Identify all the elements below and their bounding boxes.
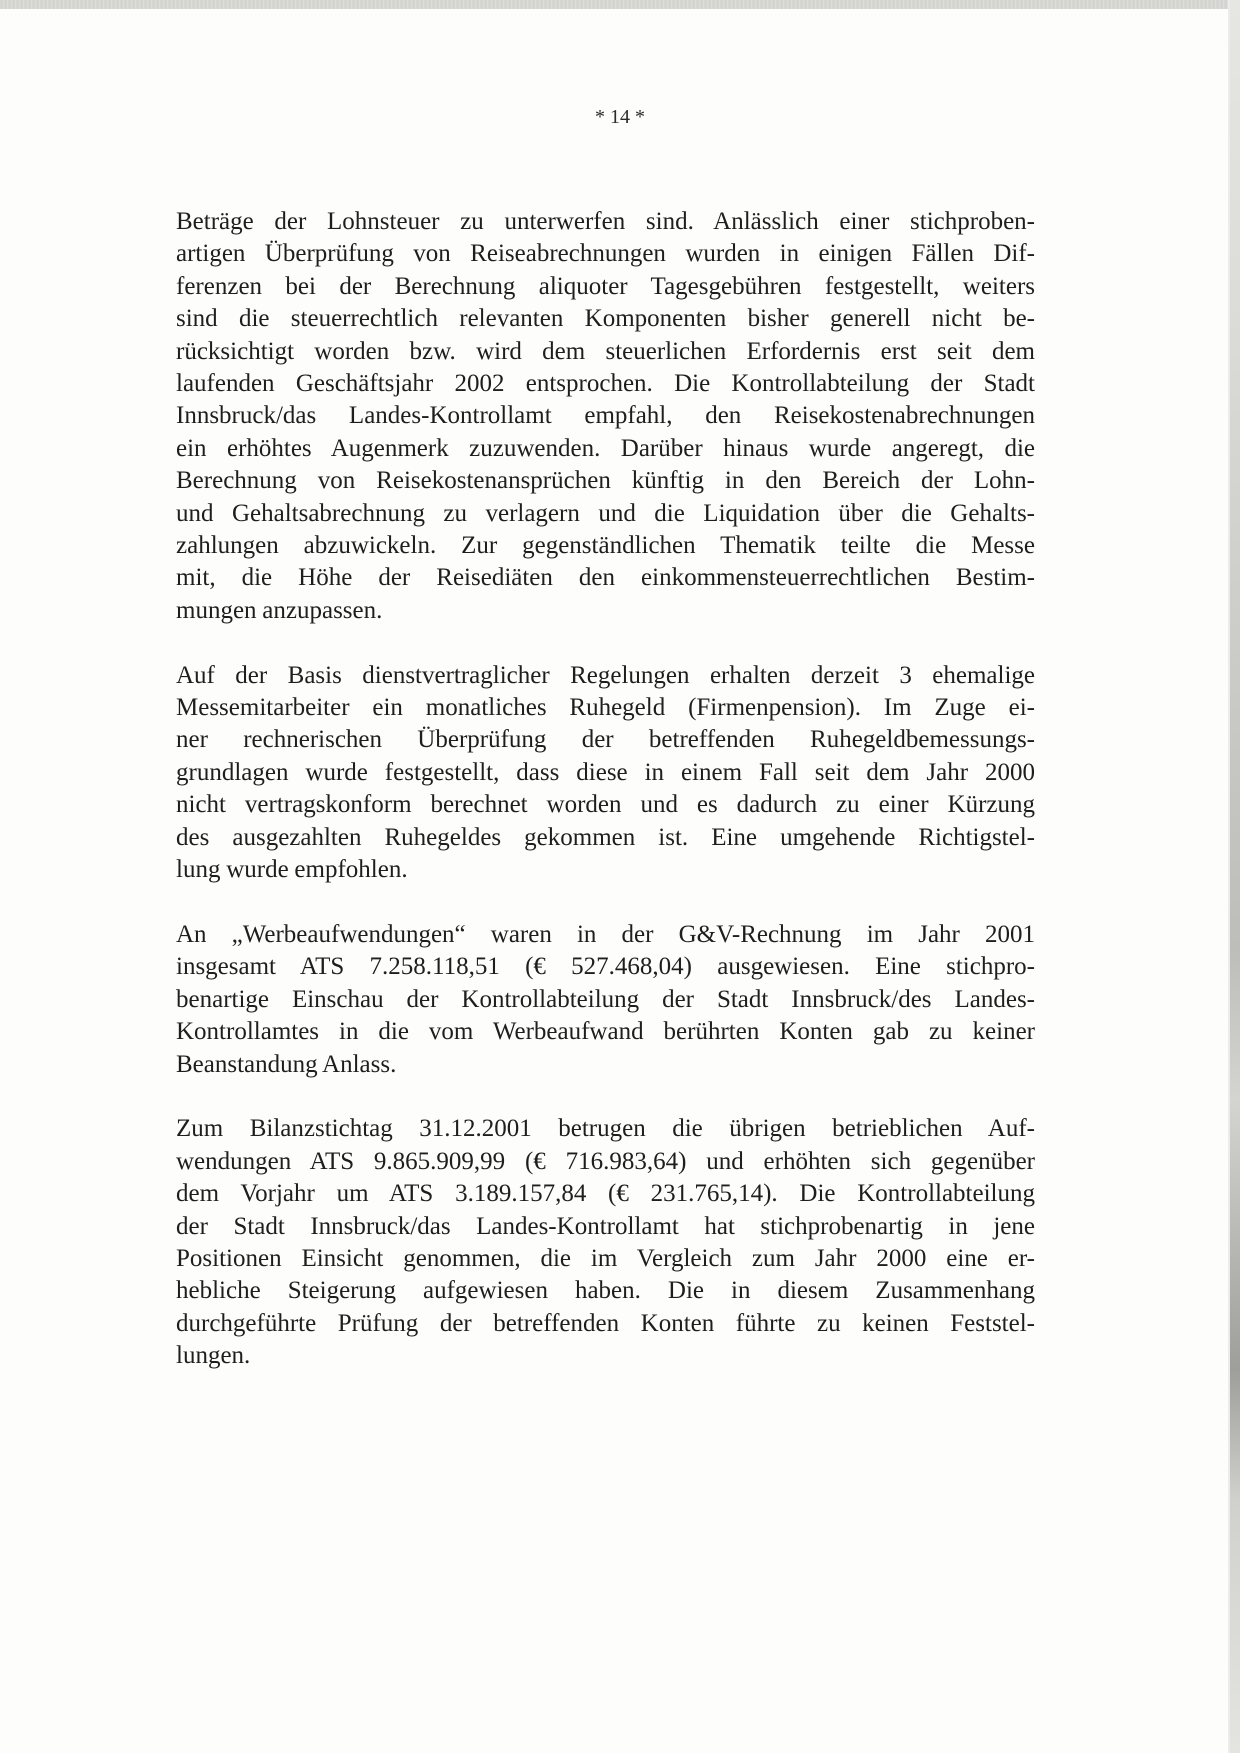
text-line: ein erhöhtes Augenmerk zuzuwenden. Darüber hinaus wurde angeregt, die xyxy=(176,434,1035,462)
text-line: Innsbruck/das Landes-Kontrollamt empfahl, den Reisekostenabrechnungen xyxy=(176,402,1035,430)
scan-edge-top xyxy=(0,0,1240,9)
text-line: mit, die Höhe der Reisediäten den einkommensteuerrechtlichen Bestim- xyxy=(176,564,1035,592)
page-number: * 14 * xyxy=(595,106,645,128)
text-line: grundlagen wurde festgestellt, dass diese in einem Fall seit dem Jahr 2000 xyxy=(176,758,1035,786)
text-line: Auf der Basis dienstvertraglicher Regelungen erhalten derzeit 3 ehemalige xyxy=(176,661,1035,689)
scan-edge-right xyxy=(1230,0,1240,1753)
text-line: insgesamt ATS 7.258.118,51 (€ 527.468,04) ausgewiesen. Eine stichpro- xyxy=(176,953,1035,981)
text-line: des ausgezahlten Ruhegeldes gekommen ist. Eine umgehende Richtigstel- xyxy=(176,823,1035,851)
text-line: Zum Bilanzstichtag 31.12.2001 betrugen die übrigen betrieblichen Auf- xyxy=(176,1115,1035,1143)
paragraph-operating-expenses xyxy=(176,1113,1035,1372)
text-line: Messemitarbeiter ein monatliches Ruhegeld (Firmenpension). Im Zuge ei- xyxy=(176,694,1035,722)
text-line: Positionen Einsicht genommen, die im Vergleich zum Jahr 2000 eine er- xyxy=(176,1244,1035,1272)
text-line: zahlungen abzuwickeln. Zur gegenständlichen Thematik teilte die Messe xyxy=(176,532,1035,560)
text-line: Beanstandung Anlass. xyxy=(176,1050,397,1078)
text-line: Beträge der Lohnsteuer zu unterwerfen sind. Anlässlich einer stichproben- xyxy=(176,208,1035,235)
paragraph-travel-expenses xyxy=(176,206,1035,627)
text-line: hebliche Steigerung aufgewiesen haben. Die in diesem Zusammenhang xyxy=(176,1277,1035,1305)
text-line: der Stadt Innsbruck/das Landes-Kontrollamt hat stichprobenartig in jene xyxy=(176,1212,1035,1240)
paragraph-pension xyxy=(176,660,1035,887)
text-line: dem Vorjahr um ATS 3.189.157,84 (€ 231.765,14). Die Kontrollabteilung xyxy=(176,1180,1035,1208)
text-line: benartige Einschau der Kontrollabteilung der Stadt Innsbruck/des Landes- xyxy=(176,985,1035,1013)
text-line: lung wurde empfohlen. xyxy=(176,856,408,884)
text-line: laufenden Geschäftsjahr 2002 entsprochen. Die Kontrollabteilung der Stadt xyxy=(176,370,1035,398)
text-line: ner rechnerischen Überprüfung der betreffenden Ruhegeldbemessungs- xyxy=(176,726,1035,754)
text-line: und Gehaltsabrechnung zu verlagern und die Liquidation über die Gehalts- xyxy=(176,499,1035,527)
text-line: Kontrollamtes in die vom Werbeaufwand berührten Konten gab zu keiner xyxy=(176,1018,1035,1046)
text-line: An „Werbeaufwendungen“ waren in der G&V-Rechnung im Jahr 2001 xyxy=(176,920,1035,948)
text-line: sind die steuerrechtlich relevanten Komponenten bisher generell nicht be- xyxy=(176,305,1035,333)
body-text xyxy=(176,206,1035,1405)
text-line: durchgeführte Prüfung der betreffenden Konten führte zu keinen Feststel- xyxy=(176,1309,1035,1337)
text-line: lungen. xyxy=(176,1342,251,1370)
text-line: Berechnung von Reisekostenansprüchen künftig in den Bereich der Lohn- xyxy=(176,467,1035,495)
text-line: ferenzen bei der Berechnung aliquoter Tagesgebühren festgestellt, weiters xyxy=(176,272,1035,300)
text-line: nicht vertragskonform berechnet worden und es dadurch zu einer Kürzung xyxy=(176,791,1035,819)
text-line: wendungen ATS 9.865.909,99 (€ 716.983,64) und erhöhten sich gegenüber xyxy=(176,1147,1035,1175)
text-line: artigen Überprüfung von Reiseabrechnungen wurden in einigen Fällen Dif- xyxy=(176,240,1035,268)
text-line: mungen anzupassen. xyxy=(176,596,383,624)
text-line: rücksichtigt worden bzw. wird dem steuerlichen Erfordernis erst seit dem xyxy=(176,337,1035,365)
paragraph-advertising xyxy=(176,919,1035,1081)
